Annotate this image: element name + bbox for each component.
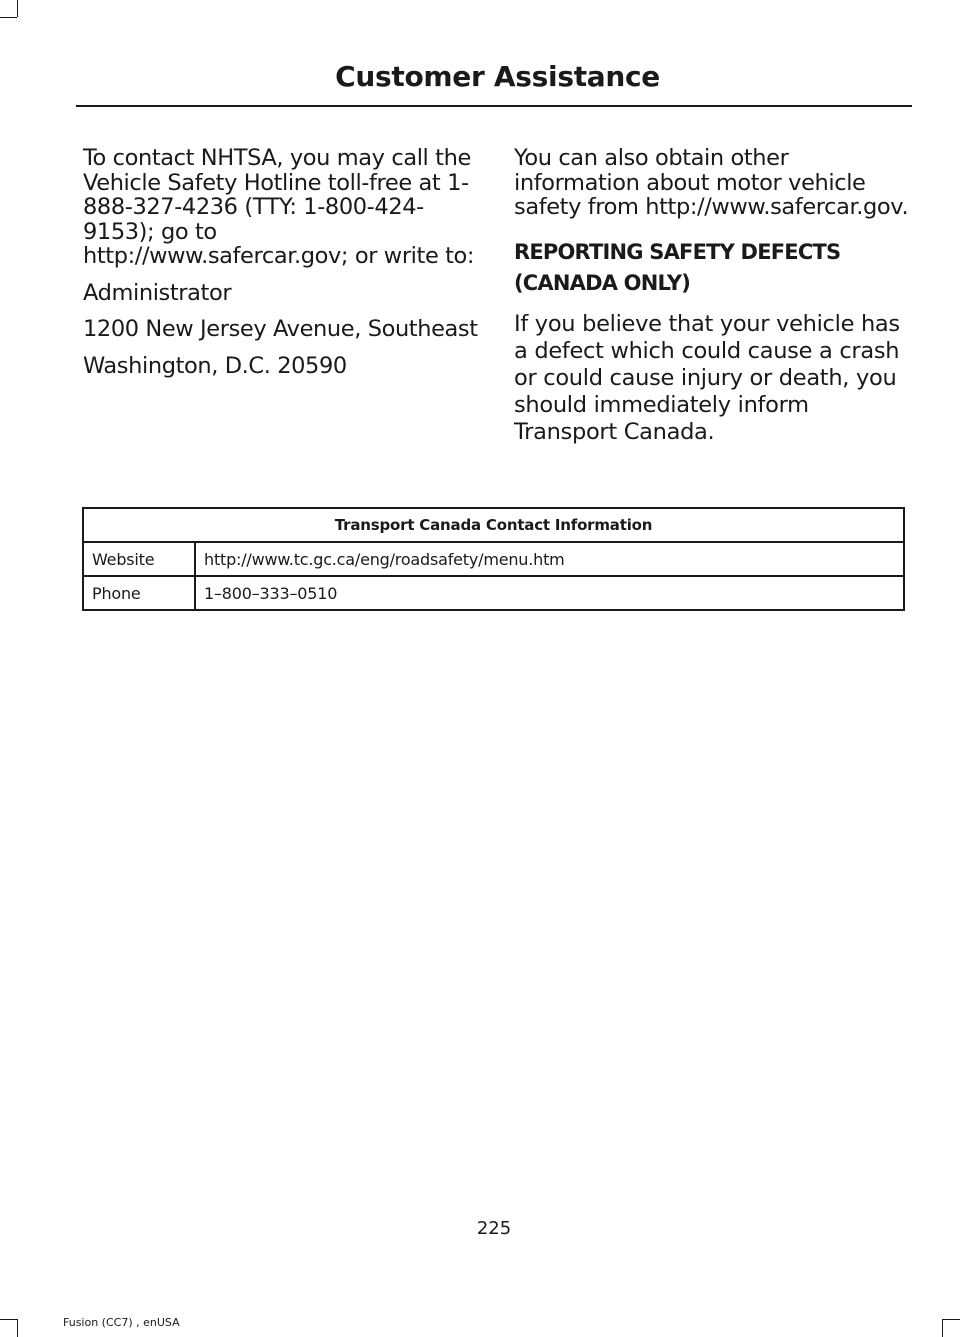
address-city: Washington, D.C. 20590 bbox=[83, 352, 347, 379]
crop-mark bbox=[0, 17, 17, 18]
crop-mark bbox=[942, 1319, 943, 1337]
address-name: Administrator bbox=[83, 279, 232, 306]
nhtsa-contact-paragraph: To contact NHTSA, you may call the Vehicle Safety Hotline toll-free at 1-888-327-4236 (TTY: 1-800-424-9153); go to http://www.safercar.gov; or write to: bbox=[83, 145, 475, 269]
footer-model-label: Fusion (CC7) , enUSA bbox=[63, 1316, 180, 1329]
left-column bbox=[83, 146, 478, 390]
table-title: Transport Canada Contact Information bbox=[83, 508, 904, 542]
safercar-paragraph: You can also obtain other information about motor vehicle safety from http://www.safercar.gov. bbox=[514, 145, 909, 220]
table-cell-label: Website bbox=[83, 542, 195, 576]
address-street: 1200 New Jersey Avenue, Southeast bbox=[83, 316, 478, 342]
table-header-row bbox=[83, 508, 904, 542]
contact-table bbox=[82, 507, 905, 611]
table-cell-value: http://www.tc.gc.ca/eng/roadsafety/menu.htm bbox=[195, 542, 904, 576]
table-cell-value: 1–800–333–0510 bbox=[195, 576, 904, 610]
section-heading bbox=[514, 237, 914, 299]
crop-mark bbox=[0, 1319, 17, 1320]
right-column bbox=[514, 146, 914, 446]
page-title: Customer Assistance bbox=[335, 60, 660, 93]
section-heading-line: REPORTING SAFETY DEFECTS bbox=[514, 239, 841, 264]
section-heading-line: (CANADA ONLY) bbox=[514, 270, 691, 295]
table-row bbox=[83, 542, 904, 576]
header-divider bbox=[76, 105, 912, 107]
crop-mark bbox=[17, 1319, 18, 1337]
defect-report-paragraph: If you believe that your vehicle has a defect which could cause a crash or could cause injury or death, you should immediately inform Transport Canada. bbox=[514, 310, 900, 445]
crop-mark bbox=[17, 0, 18, 17]
crop-mark bbox=[943, 1319, 960, 1320]
page-number: 225 bbox=[476, 1218, 512, 1239]
table-row bbox=[83, 576, 904, 610]
table-cell-label: Phone bbox=[83, 576, 195, 610]
page-header bbox=[76, 58, 912, 96]
